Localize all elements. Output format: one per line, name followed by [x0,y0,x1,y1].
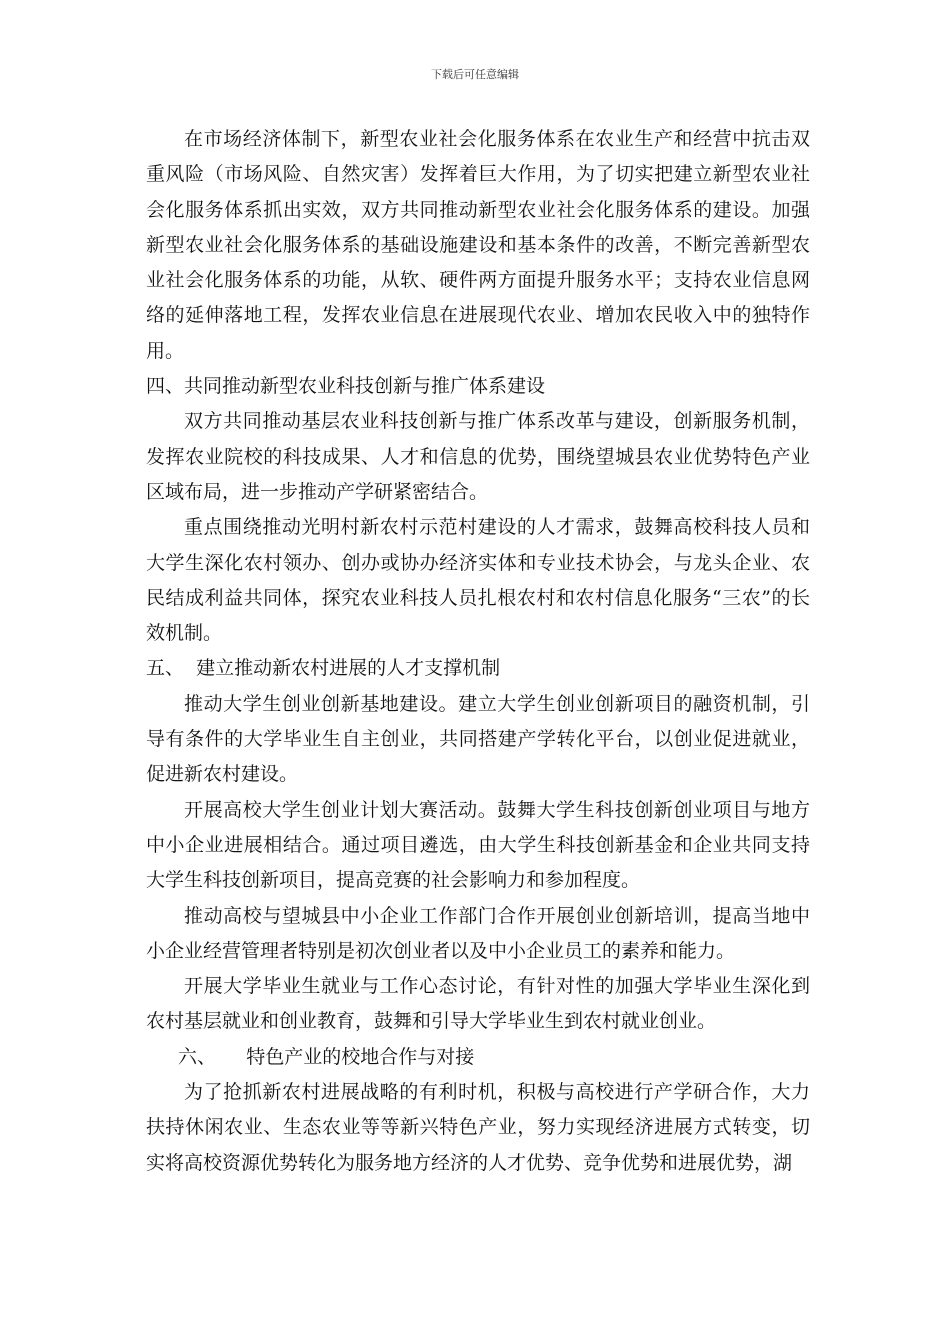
paragraph-employment: 开展大学毕业生就业与工作心态讨论，有针对性的加强大学毕业生深化到农村基层就业和创业教育，鼓舞和引导大学毕业生到农村就业创业。 [146,975,810,1033]
document-body [146,122,810,1181]
paragraph-service-system: 在市场经济体制下，新型农业社会化服务体系在农业生产和经营中抗击双重风险（市场风险、自然灾害）发挥着巨大作用，为了切实把建立新型农业社会化服务体系抓出实效，双方共同推动新型农业社会化服务体系的建设。加强新型农业社会化服务体系的基础设施建设和基本条件的改善，不断完善新型农业社会化服务体系的功能，从软、硬件两方面提升服务水平；支持农业信息网络的延伸落地工程，发挥农业信息在进展现代农业、增加农民收入中的独特作用。 [146,128,810,362]
paragraph-startup-base: 推动大学生创业创新基地建设。建立大学生创业创新项目的融资机制，引导有条件的大学毕业生自主创业，共同搭建产学转化平台，以创业促进就业，促进新农村建设。 [146,692,810,786]
section-heading-4: 四、共同推动新型农业科技创新与推广体系建设 [146,375,546,398]
paragraph-startup-contest: 开展高校大学生创业计划大赛活动。鼓舞大学生科技创新创业项目与地方中小企业进展相结合。通过项目遴选，由大学生科技创新基金和企业共同支持大学生科技创新项目，提高竞赛的社会影响力和参加程度。 [146,798,810,892]
paragraph-special-industry: 为了抢抓新农村进展战略的有利时机，积极与高校进行产学研合作，大力扶持休闲农业、生态农业等等新兴特色产业，努力实现经济进展方式转变，切实将高校资源优势转化为服务地方经济的人才优势、竞争优势和进展优势，湖 [146,1081,810,1174]
paragraph-demo-village: 重点围绕推动光明村新农村示范村建设的人才需求，鼓舞高校科技人员和大学生深化农村领办、创办或协办经济实体和专业技术协会，与龙头企业、农民结成利益共同体，探究农业科技人员扎根农村和农村信息化服务“三农”的长效机制。 [146,516,810,645]
paragraph-training: 推动高校与望城县中小企业工作部门合作开展创业创新培训，提高当地中小企业经营管理者特别是初次创业者以及中小企业员工的素养和能力。 [146,904,810,962]
page-header: 下载后可任意编辑 [431,68,519,81]
section-heading-5: 五、 建立推动新农村进展的人才支撑机制 [146,657,501,680]
section-heading-6: 六、 特色产业的校地合作与对接 [178,1045,475,1068]
paragraph-tech-innovation: 双方共同推动基层农业科技创新与推广体系改革与建设，创新服务机制，发挥农业院校的科技成果、人才和信息的优势，围绕望城县农业优势特色产业区域布局，进一步推动产学研紧密结合。 [146,410,810,503]
